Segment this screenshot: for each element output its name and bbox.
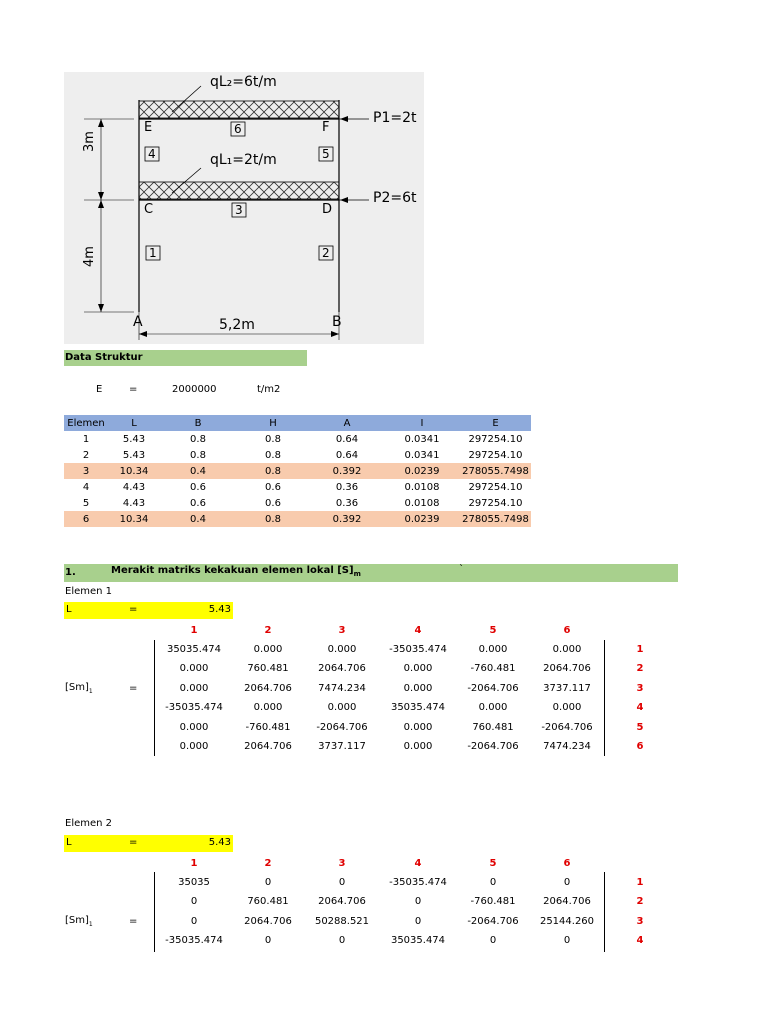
matrix-cell: -760.481 bbox=[470, 663, 516, 674]
matrix-cell: 0 bbox=[190, 896, 198, 907]
matrix-cell: 0.000 bbox=[179, 663, 209, 674]
matrix-cell: 7474.234 bbox=[543, 741, 591, 752]
table-cell: 0.0341 bbox=[404, 449, 440, 461]
table-cell: 0.0108 bbox=[404, 481, 440, 493]
col-index: 2 bbox=[264, 858, 272, 869]
matrix-cell: 0.000 bbox=[403, 722, 433, 733]
matrix-cell: 2064.706 bbox=[244, 741, 292, 752]
table-cell: 10.34 bbox=[119, 465, 149, 477]
row-index: 2 bbox=[636, 896, 644, 907]
table-header bbox=[64, 415, 531, 431]
col-index: 6 bbox=[563, 625, 571, 636]
modulus-unit: t/m2 bbox=[257, 384, 281, 395]
table-cell: 297254.10 bbox=[468, 497, 523, 509]
table-cell: 0.36 bbox=[335, 481, 359, 493]
table-cell: 1 bbox=[82, 433, 90, 445]
node-C-label: C bbox=[144, 202, 154, 217]
table-row bbox=[64, 511, 531, 527]
matrix-cell: 0 bbox=[414, 896, 422, 907]
frame-drawing bbox=[64, 72, 424, 344]
elemen2-L-label: L bbox=[66, 837, 72, 848]
matrix-cell: 0.000 bbox=[403, 683, 433, 694]
table-cell: 0.6 bbox=[190, 481, 206, 493]
table-cell: 297254.10 bbox=[468, 449, 523, 461]
row-index: 4 bbox=[636, 702, 644, 713]
matrix-cell: 2064.706 bbox=[318, 663, 366, 674]
element-5-number: 5 bbox=[322, 147, 330, 161]
col-index: 4 bbox=[414, 625, 422, 636]
table-cell: 2 bbox=[82, 449, 90, 461]
table-cell: 3 bbox=[82, 465, 90, 477]
matrix-cell: 2064.706 bbox=[318, 896, 366, 907]
col-index: 6 bbox=[563, 858, 571, 869]
matrix-cell: 0 bbox=[264, 877, 272, 888]
matrix-cell: 0.000 bbox=[403, 741, 433, 752]
matrix-cell: -2064.706 bbox=[316, 722, 368, 733]
table-row bbox=[64, 447, 531, 463]
table-cell: 0.0341 bbox=[404, 433, 440, 445]
row-index: 5 bbox=[636, 722, 644, 733]
col-index: 5 bbox=[489, 858, 497, 869]
matrix-cell: 0 bbox=[563, 877, 571, 888]
table-cell: 0.8 bbox=[265, 513, 281, 525]
matrix-cell: 2064.706 bbox=[543, 663, 591, 674]
elemen2-matrix-label bbox=[65, 915, 93, 928]
table-cell: 0.8 bbox=[265, 433, 281, 445]
table-cell: 5.43 bbox=[122, 449, 146, 461]
table-cell: 297254.10 bbox=[468, 481, 523, 493]
matrix-cell: 0 bbox=[190, 916, 198, 927]
load-qL1-label: qL₁=2t/m bbox=[210, 152, 277, 168]
table-cell: 10.34 bbox=[119, 513, 149, 525]
elemen1-matrix-label bbox=[65, 682, 93, 695]
matrix-cell: -760.481 bbox=[245, 722, 291, 733]
header-cell: B bbox=[194, 417, 202, 429]
table-row bbox=[64, 495, 531, 511]
elemen2-label: Elemen 2 bbox=[65, 818, 113, 829]
section1-title bbox=[111, 565, 361, 578]
section1-tick: ` bbox=[459, 564, 464, 575]
table-cell: 0.4 bbox=[190, 465, 206, 477]
table-cell: 297254.10 bbox=[468, 433, 523, 445]
matrix-cell: 7474.234 bbox=[318, 683, 366, 694]
table-cell: 0.8 bbox=[265, 449, 281, 461]
col-index: 3 bbox=[338, 625, 346, 636]
section1-title-text: Merakit matriks kekakuan elemen lokal [S] bbox=[111, 565, 354, 576]
table-row bbox=[64, 431, 531, 447]
elemen1-matrix-equals: = bbox=[129, 683, 138, 694]
dim-4m-label: 4m bbox=[82, 246, 97, 267]
table-cell: 5 bbox=[82, 497, 90, 509]
matrix-cell: 3737.117 bbox=[318, 741, 366, 752]
load-P1-label: P1=2t bbox=[373, 110, 417, 126]
matrix-cell: 0.000 bbox=[179, 683, 209, 694]
node-F-label: F bbox=[322, 120, 330, 135]
matrix-cell: 760.481 bbox=[247, 896, 289, 907]
matrix-cell: 0.000 bbox=[478, 702, 508, 713]
matrix-cell: 35035.474 bbox=[166, 644, 222, 655]
table-cell: 0.392 bbox=[332, 465, 362, 477]
table-cell: 0.8 bbox=[190, 433, 206, 445]
section1-title-subscript: m bbox=[353, 570, 361, 578]
col-index: 5 bbox=[489, 625, 497, 636]
col-index: 4 bbox=[414, 858, 422, 869]
dim-3m-label: 3m bbox=[82, 131, 97, 152]
row-index: 6 bbox=[636, 741, 644, 752]
matrix-cell: 3737.117 bbox=[543, 683, 591, 694]
matrix-cell: 35035.474 bbox=[390, 702, 446, 713]
matrix-cell: 0.000 bbox=[327, 702, 357, 713]
element-2-number: 2 bbox=[322, 246, 330, 260]
header-cell: A bbox=[343, 417, 351, 429]
header-cell: Elemen bbox=[67, 417, 105, 429]
matrix-cell: 0.000 bbox=[253, 644, 283, 655]
row-index: 1 bbox=[636, 644, 644, 655]
matrix-cell: 0.000 bbox=[552, 702, 582, 713]
node-E-label: E bbox=[144, 120, 153, 135]
matrix-cell: -35035.474 bbox=[165, 702, 223, 713]
matrix-label-subscript: 1 bbox=[88, 688, 93, 695]
section1-number: 1. bbox=[65, 567, 76, 578]
load-qL2-label: qL₂=6t/m bbox=[210, 74, 277, 90]
header-cell: I bbox=[420, 417, 424, 429]
load-P2-label: P2=6t bbox=[373, 190, 417, 206]
matrix-cell: 0 bbox=[489, 935, 497, 946]
modulus-value: 2000000 bbox=[172, 384, 217, 395]
matrix-cell: -35035.474 bbox=[389, 877, 447, 888]
matrix-cell: 0.000 bbox=[179, 722, 209, 733]
modulus-label: E bbox=[96, 384, 103, 395]
table-cell: 0.392 bbox=[332, 513, 362, 525]
node-B-label: B bbox=[332, 314, 342, 330]
matrix-cell: 0.000 bbox=[253, 702, 283, 713]
element-3-number: 3 bbox=[235, 203, 243, 217]
element-4-number: 4 bbox=[148, 147, 156, 161]
modulus-equals: = bbox=[129, 384, 138, 395]
elemen1-L-value: 5.43 bbox=[208, 604, 231, 615]
elemen2-L-value: 5.43 bbox=[208, 837, 231, 848]
table-cell: 278055.7498 bbox=[462, 465, 529, 477]
table-cell: 0.4 bbox=[190, 513, 206, 525]
matrix-cell: 0 bbox=[338, 877, 346, 888]
matrix-cell: 2064.706 bbox=[543, 896, 591, 907]
table-cell: 6 bbox=[82, 513, 90, 525]
table-row bbox=[64, 463, 531, 479]
elemen1-left-bracket bbox=[154, 640, 155, 756]
matrix-cell: 0 bbox=[563, 935, 571, 946]
matrix-cell: 0 bbox=[338, 935, 346, 946]
matrix-cell: 35035.474 bbox=[390, 935, 446, 946]
matrix-cell: 760.481 bbox=[472, 722, 514, 733]
row-index: 3 bbox=[636, 916, 644, 927]
matrix-cell: 0.000 bbox=[403, 663, 433, 674]
matrix-cell: -2064.706 bbox=[467, 683, 519, 694]
col-index: 1 bbox=[190, 625, 198, 636]
elemen2-matrix-equals: = bbox=[129, 916, 138, 927]
table-cell: 4.43 bbox=[122, 497, 146, 509]
elemen2-length-band bbox=[64, 835, 233, 852]
matrix-cell: 0 bbox=[264, 935, 272, 946]
matrix-cell: 2064.706 bbox=[244, 916, 292, 927]
table-cell: 0.8 bbox=[190, 449, 206, 461]
col-index: 3 bbox=[338, 858, 346, 869]
matrix-cell: 0.000 bbox=[179, 741, 209, 752]
matrix-cell: 0 bbox=[489, 877, 497, 888]
matrix-cell: 35035 bbox=[178, 877, 210, 888]
matrix-label-text: [Sm] bbox=[65, 682, 89, 693]
table-row bbox=[64, 479, 531, 495]
matrix-label-subscript: 1 bbox=[88, 921, 93, 928]
elemen2-L-equals: = bbox=[129, 837, 138, 848]
table-cell: 0.6 bbox=[265, 497, 281, 509]
elemen1-L-equals: = bbox=[129, 604, 138, 615]
matrix-cell: -760.481 bbox=[470, 896, 516, 907]
table-cell: 0.0239 bbox=[404, 513, 440, 525]
element-1-number: 1 bbox=[149, 246, 157, 260]
matrix-cell: 0.000 bbox=[478, 644, 508, 655]
elemen1-right-bracket bbox=[604, 640, 605, 756]
matrix-cell: -35035.474 bbox=[165, 935, 223, 946]
matrix-cell: 0.000 bbox=[327, 644, 357, 655]
table-cell: 278055.7498 bbox=[462, 513, 529, 525]
matrix-cell: 760.481 bbox=[247, 663, 289, 674]
row-index: 4 bbox=[636, 935, 644, 946]
table-cell: 0.36 bbox=[335, 497, 359, 509]
row-index: 3 bbox=[636, 683, 644, 694]
table-cell: 0.0108 bbox=[404, 497, 440, 509]
matrix-cell: -2064.706 bbox=[467, 916, 519, 927]
matrix-cell: -2064.706 bbox=[467, 741, 519, 752]
elemen1-length-band bbox=[64, 602, 233, 619]
matrix-cell: 50288.521 bbox=[314, 916, 370, 927]
table-cell: 4.43 bbox=[122, 481, 146, 493]
node-D-label: D bbox=[322, 202, 333, 217]
matrix-cell: 25144.260 bbox=[539, 916, 595, 927]
table-cell: 5.43 bbox=[122, 433, 146, 445]
matrix-cell: 0 bbox=[414, 916, 422, 927]
table-cell: 0.0239 bbox=[404, 465, 440, 477]
table-cell: 0.64 bbox=[335, 433, 359, 445]
row-index: 1 bbox=[636, 877, 644, 888]
section1-band bbox=[64, 564, 678, 582]
element-6-number: 6 bbox=[234, 122, 242, 136]
matrix-cell: 2064.706 bbox=[244, 683, 292, 694]
table-cell: 0.6 bbox=[190, 497, 206, 509]
header-cell: L bbox=[131, 417, 137, 429]
header-cell: E bbox=[492, 417, 499, 429]
table-cell: 0.64 bbox=[335, 449, 359, 461]
matrix-cell: -35035.474 bbox=[389, 644, 447, 655]
node-A-label: A bbox=[133, 314, 143, 330]
dim-span-label: 5,2m bbox=[219, 317, 255, 333]
elemen1-L-label: L bbox=[66, 604, 72, 615]
row-index: 2 bbox=[636, 663, 644, 674]
matrix-cell: 0.000 bbox=[552, 644, 582, 655]
matrix-cell: -2064.706 bbox=[541, 722, 593, 733]
properties-table bbox=[64, 415, 531, 527]
col-index: 2 bbox=[264, 625, 272, 636]
table-cell: 4 bbox=[82, 481, 90, 493]
frame-diagram bbox=[64, 72, 424, 344]
table-cell: 0.6 bbox=[265, 481, 281, 493]
matrix-label-text: [Sm] bbox=[65, 915, 89, 926]
header-cell: H bbox=[269, 417, 277, 429]
table-cell: 0.8 bbox=[265, 465, 281, 477]
data-struktur-title: Data Struktur bbox=[64, 350, 307, 366]
elemen1-label: Elemen 1 bbox=[65, 586, 113, 597]
col-index: 1 bbox=[190, 858, 198, 869]
